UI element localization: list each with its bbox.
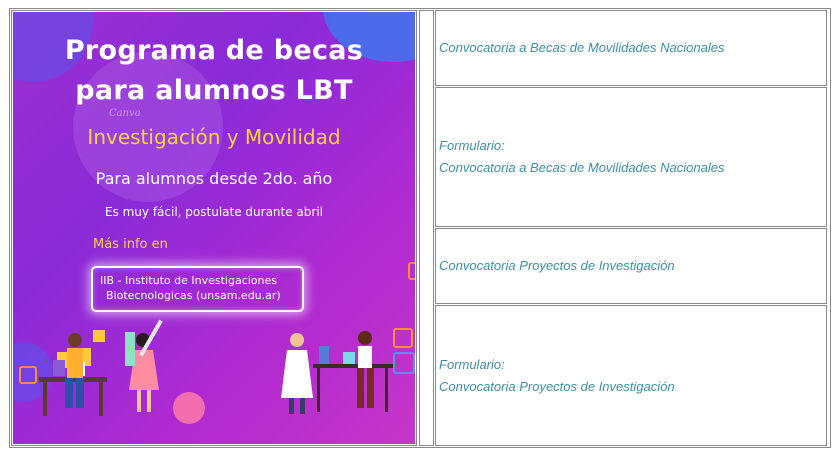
link-cell-formulario-proyectos — [435, 305, 827, 446]
link-text-line[interactable]: Convocatoria Proyectos de Investigación — [439, 378, 675, 394]
image-cell — [11, 10, 417, 446]
orange-square-shape — [408, 262, 415, 280]
link-cell-becas-movilidad — [435, 10, 827, 86]
poster-subtitle: Investigación y Movilidad — [87, 125, 341, 149]
link-text-line[interactable]: Formulario: — [439, 356, 505, 372]
canva-watermark: Canva — [109, 108, 141, 119]
link-cell-formulario-movilidad — [435, 87, 827, 227]
spacer-column — [419, 10, 434, 446]
students-illustration — [13, 302, 415, 444]
more-info-label: Más info en — [93, 237, 168, 252]
poster-deadline: Es muy fácil, postulate durante abril — [104, 205, 324, 219]
link-becas-movilidad[interactable] — [436, 37, 724, 59]
link-formulario-proyectos[interactable] — [436, 354, 675, 398]
institute-line1: IIB - Instituto de Investigaciones — [100, 274, 278, 287]
link-proyectos-investigacion[interactable] — [436, 255, 675, 277]
poster-title-line2: para alumnos LBT — [75, 75, 353, 106]
link-text-line[interactable]: Convocatoria Proyectos de Investigación — [439, 258, 675, 273]
scholarship-poster-image[interactable] — [13, 12, 415, 444]
link-text-line[interactable]: Convocatoria a Becas de Movilidades Nacionales — [439, 160, 725, 175]
poster-title-line1: Programa de becas — [64, 35, 364, 66]
link-cell-proyectos — [435, 228, 827, 304]
link-text-line[interactable]: Formulario: — [439, 138, 505, 153]
poster-audience: Para alumnos desde 2do. año — [95, 169, 333, 188]
institute-line2: Biotecnologicas (unsam.edu.ar) — [106, 289, 281, 302]
link-formulario-movilidad[interactable] — [436, 135, 724, 179]
link-text-line[interactable]: Convocatoria a Becas de Movilidades Nacionales — [439, 40, 725, 55]
